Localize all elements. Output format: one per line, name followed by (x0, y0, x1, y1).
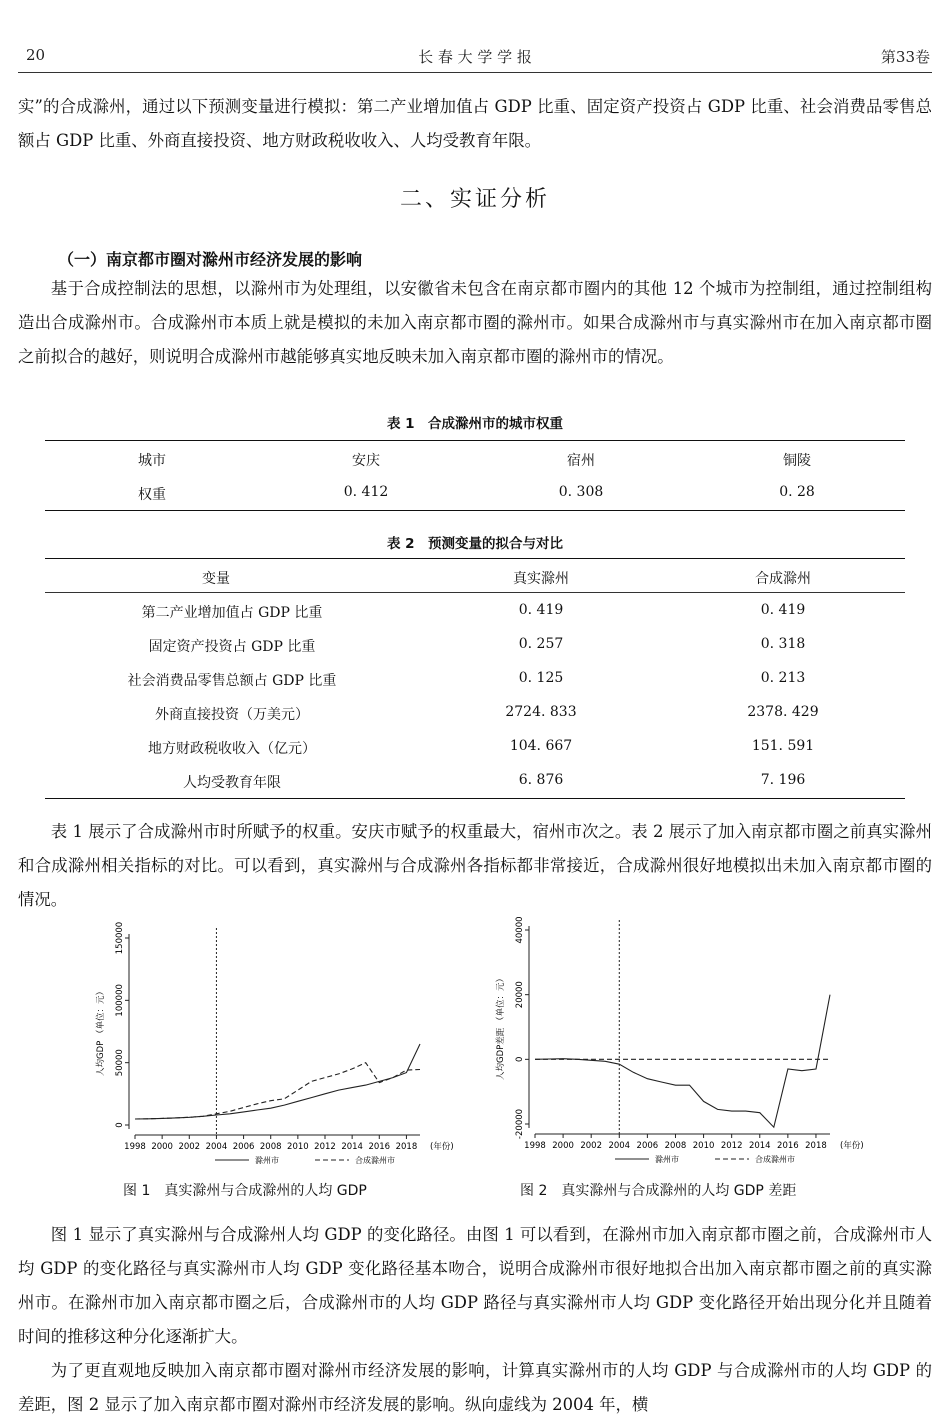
series-line-1 (135, 1044, 420, 1119)
table1-cell: 0. 412 (343, 484, 389, 500)
y-axis-label: 人均GDP差距 （单位：元） (496, 974, 506, 1080)
x-tick-label: 2002 (178, 1142, 201, 1152)
table2-cell: 0. 213 (760, 670, 806, 686)
x-tick-label: 2010 (287, 1142, 309, 1152)
table2-cell: 外商直接投资（万美元） (155, 707, 309, 723)
x-axis-label: (年份) (430, 1142, 454, 1152)
y-tick-label: 0 (515, 1056, 525, 1063)
x-tick-label: 2000 (151, 1142, 173, 1152)
table2-top-rule (45, 558, 905, 559)
y-axis-label: 人均GDP （单位：元） (96, 987, 106, 1076)
x-tick-label: 2008 (664, 1141, 687, 1151)
legend-label-1: 滁州市 (655, 1155, 679, 1164)
x-tick-label: 2014 (341, 1142, 363, 1152)
table1-header: 铜陵 (783, 453, 811, 469)
table1-header: 安庆 (352, 453, 380, 469)
intro-paragraph: 实”的合成滁州，通过以下预测变量进行模拟：第二产业增加值占 GDP 比重、固定资产投资占 GDP 比重、社会消费品零售总额占 GDP 比重、外商直接投资、地方财政税收收入、人均受教育年限。 (18, 97, 932, 150)
x-tick-label: 2008 (259, 1142, 282, 1152)
paragraph-2: 表 1 展示了合成滁州市时所赋予的权重。安庆市赋予的权重最大，宿州市次之。表 2 展示了加入南京都市圈之前真实滁州和合成滁州相关指标的对比。可以看到，真实滁州与合成滁州各指标都非常接近，合成滁州很好地模拟出未加入南京都市圈的情况。 (18, 822, 932, 909)
table2-header: 变量 (202, 571, 230, 587)
legend-label-1: 滁州市 (255, 1156, 279, 1165)
table2-cell: 社会消费品零售总额占 GDP 比重 (127, 673, 337, 689)
series-line-1 (535, 995, 830, 1127)
x-tick-label: 2006 (232, 1142, 255, 1152)
table2-header: 合成滁州 (755, 571, 811, 587)
table2-cell: 2724. 833 (505, 704, 577, 720)
paragraph-4: 为了更直观地反映加入南京都市圈对滁州市经济发展的影响，计算真实滁州市的人均 GDP 与合成滁州市的人均 GDP 的差距，图 2 显示了加入南京都市圈对滁州市经济发展的影响。纵向虚线为 2004 年，横 (18, 1361, 932, 1414)
table2-cell: 0. 419 (760, 602, 806, 618)
table2-cell: 0. 318 (760, 636, 806, 652)
paragraph-1: 基于合成控制法的思想，以滁州市为处理组，以安徽省未包含在南京都市圈内的其他 12 个城市为控制组，通过控制组构造出合成滁州市。合成滁州市本质上就是模拟的未加入南京都市圈的滁州市。如果合成滁州市与真实滁州市在加入南京都市圈之前拟合的越好，则说明合成滁州市越能够真实地反映未加入南京都市圈的滁州市的情况。 (18, 279, 932, 366)
figure2-chart (495, 912, 864, 1170)
journal-title: 长 春 大 学 学 报 (418, 48, 532, 66)
table1-top-rule (45, 440, 905, 441)
y-tick-label: 150000 (115, 921, 125, 955)
table1-caption: 表 1 合成滁州市的城市权重 (386, 416, 564, 432)
x-tick-label: 2004 (205, 1142, 228, 1152)
table2-cell: 6. 876 (518, 772, 564, 788)
x-tick-label: 2016 (777, 1141, 799, 1151)
table2-cell: 第二产业增加值占 GDP 比重 (141, 605, 323, 621)
series-line-2 (135, 1063, 420, 1119)
y-tick-label: 0 (115, 1122, 125, 1128)
table2-cell: 7. 196 (760, 772, 806, 788)
y-tick-label: 100000 (115, 984, 125, 1017)
table1-header: 宿州 (567, 453, 595, 469)
x-tick-label: 2006 (636, 1141, 659, 1151)
x-tick-label: 2012 (314, 1142, 336, 1152)
x-tick-label: 2000 (552, 1141, 574, 1151)
subsection-title: （一）南京都市圈对滁州市经济发展的影响 (58, 250, 363, 269)
y-tick-label: -20000 (515, 1108, 525, 1140)
legend-label-2: 合成滁州市 (755, 1155, 795, 1164)
figure1-caption: 图 1 真实滁州与合成滁州的人均 GDP (123, 1183, 367, 1199)
table2-header: 真实滁州 (513, 571, 569, 587)
table2-cell: 0. 125 (518, 670, 564, 686)
table1-bottom-rule (45, 510, 905, 511)
table1-cell: 0. 308 (558, 484, 604, 500)
table2-cell: 0. 419 (518, 602, 564, 618)
x-tick-label: 2012 (720, 1141, 743, 1151)
table2-cell: 2378. 429 (747, 704, 819, 720)
volume-label: 第33卷 (880, 48, 930, 66)
section-title: 二、实证分析 (399, 187, 550, 212)
table2-cell: 0. 257 (518, 636, 564, 652)
paragraph-3: 图 1 显示了真实滁州与合成滁州人均 GDP 的变化路径。由图 1 可以看到，在滁州市加入南京都市圈之前，合成滁州市人均 GDP 的变化路径与真实滁州市人均 GDP 变化路径基本吻合，说明合成滁州市很好地拟合出加入南京都市圈之前的真实滁州市。在滁州市加入南京都市圈之后，合成滁州市的人均 GDP 路径与真实滁州市人均 GDP 变化路径开始出现分化并且随着时间的推移这种分化逐渐扩大。 (18, 1225, 932, 1346)
y-tick-label: 50000 (115, 1049, 125, 1077)
y-tick-label: 20000 (515, 981, 525, 1009)
y-tick-label: 40000 (515, 916, 525, 944)
table2-mid-rule (45, 592, 905, 593)
table2-cell: 人均受教育年限 (183, 775, 281, 791)
table2-bottom-rule (45, 798, 905, 799)
x-tick-label: 1998 (524, 1141, 546, 1151)
table2-cell: 151. 591 (751, 738, 815, 754)
table2-caption: 表 2 预测变量的拟合与对比 (386, 536, 564, 552)
x-axis-label: (年份) (840, 1141, 864, 1151)
table2-cell: 固定资产投资占 GDP 比重 (148, 639, 316, 655)
x-tick-label: 1998 (124, 1142, 146, 1152)
table1-header: 城市 (138, 453, 166, 469)
figure1-chart (85, 920, 455, 1170)
legend-label-2: 合成滁州市 (355, 1156, 395, 1165)
x-tick-label: 2014 (748, 1141, 771, 1151)
x-tick-label: 2002 (580, 1141, 603, 1151)
figure2-caption: 图 2 真实滁州与合成滁州的人均 GDP 差距 (520, 1183, 797, 1199)
page-number: 20 (26, 46, 46, 64)
x-tick-label: 2004 (608, 1141, 631, 1151)
table2-cell: 地方财政税收收入（亿元） (148, 741, 316, 757)
x-tick-label: 2016 (368, 1142, 391, 1152)
header-rule (18, 72, 932, 73)
x-tick-label: 2018 (805, 1141, 827, 1151)
table2-cell: 104. 667 (509, 738, 573, 754)
table1-cell: 权重 (138, 487, 166, 503)
x-tick-label: 2018 (395, 1142, 418, 1152)
table1-cell: 0. 28 (779, 484, 815, 500)
x-tick-label: 2010 (692, 1141, 715, 1151)
